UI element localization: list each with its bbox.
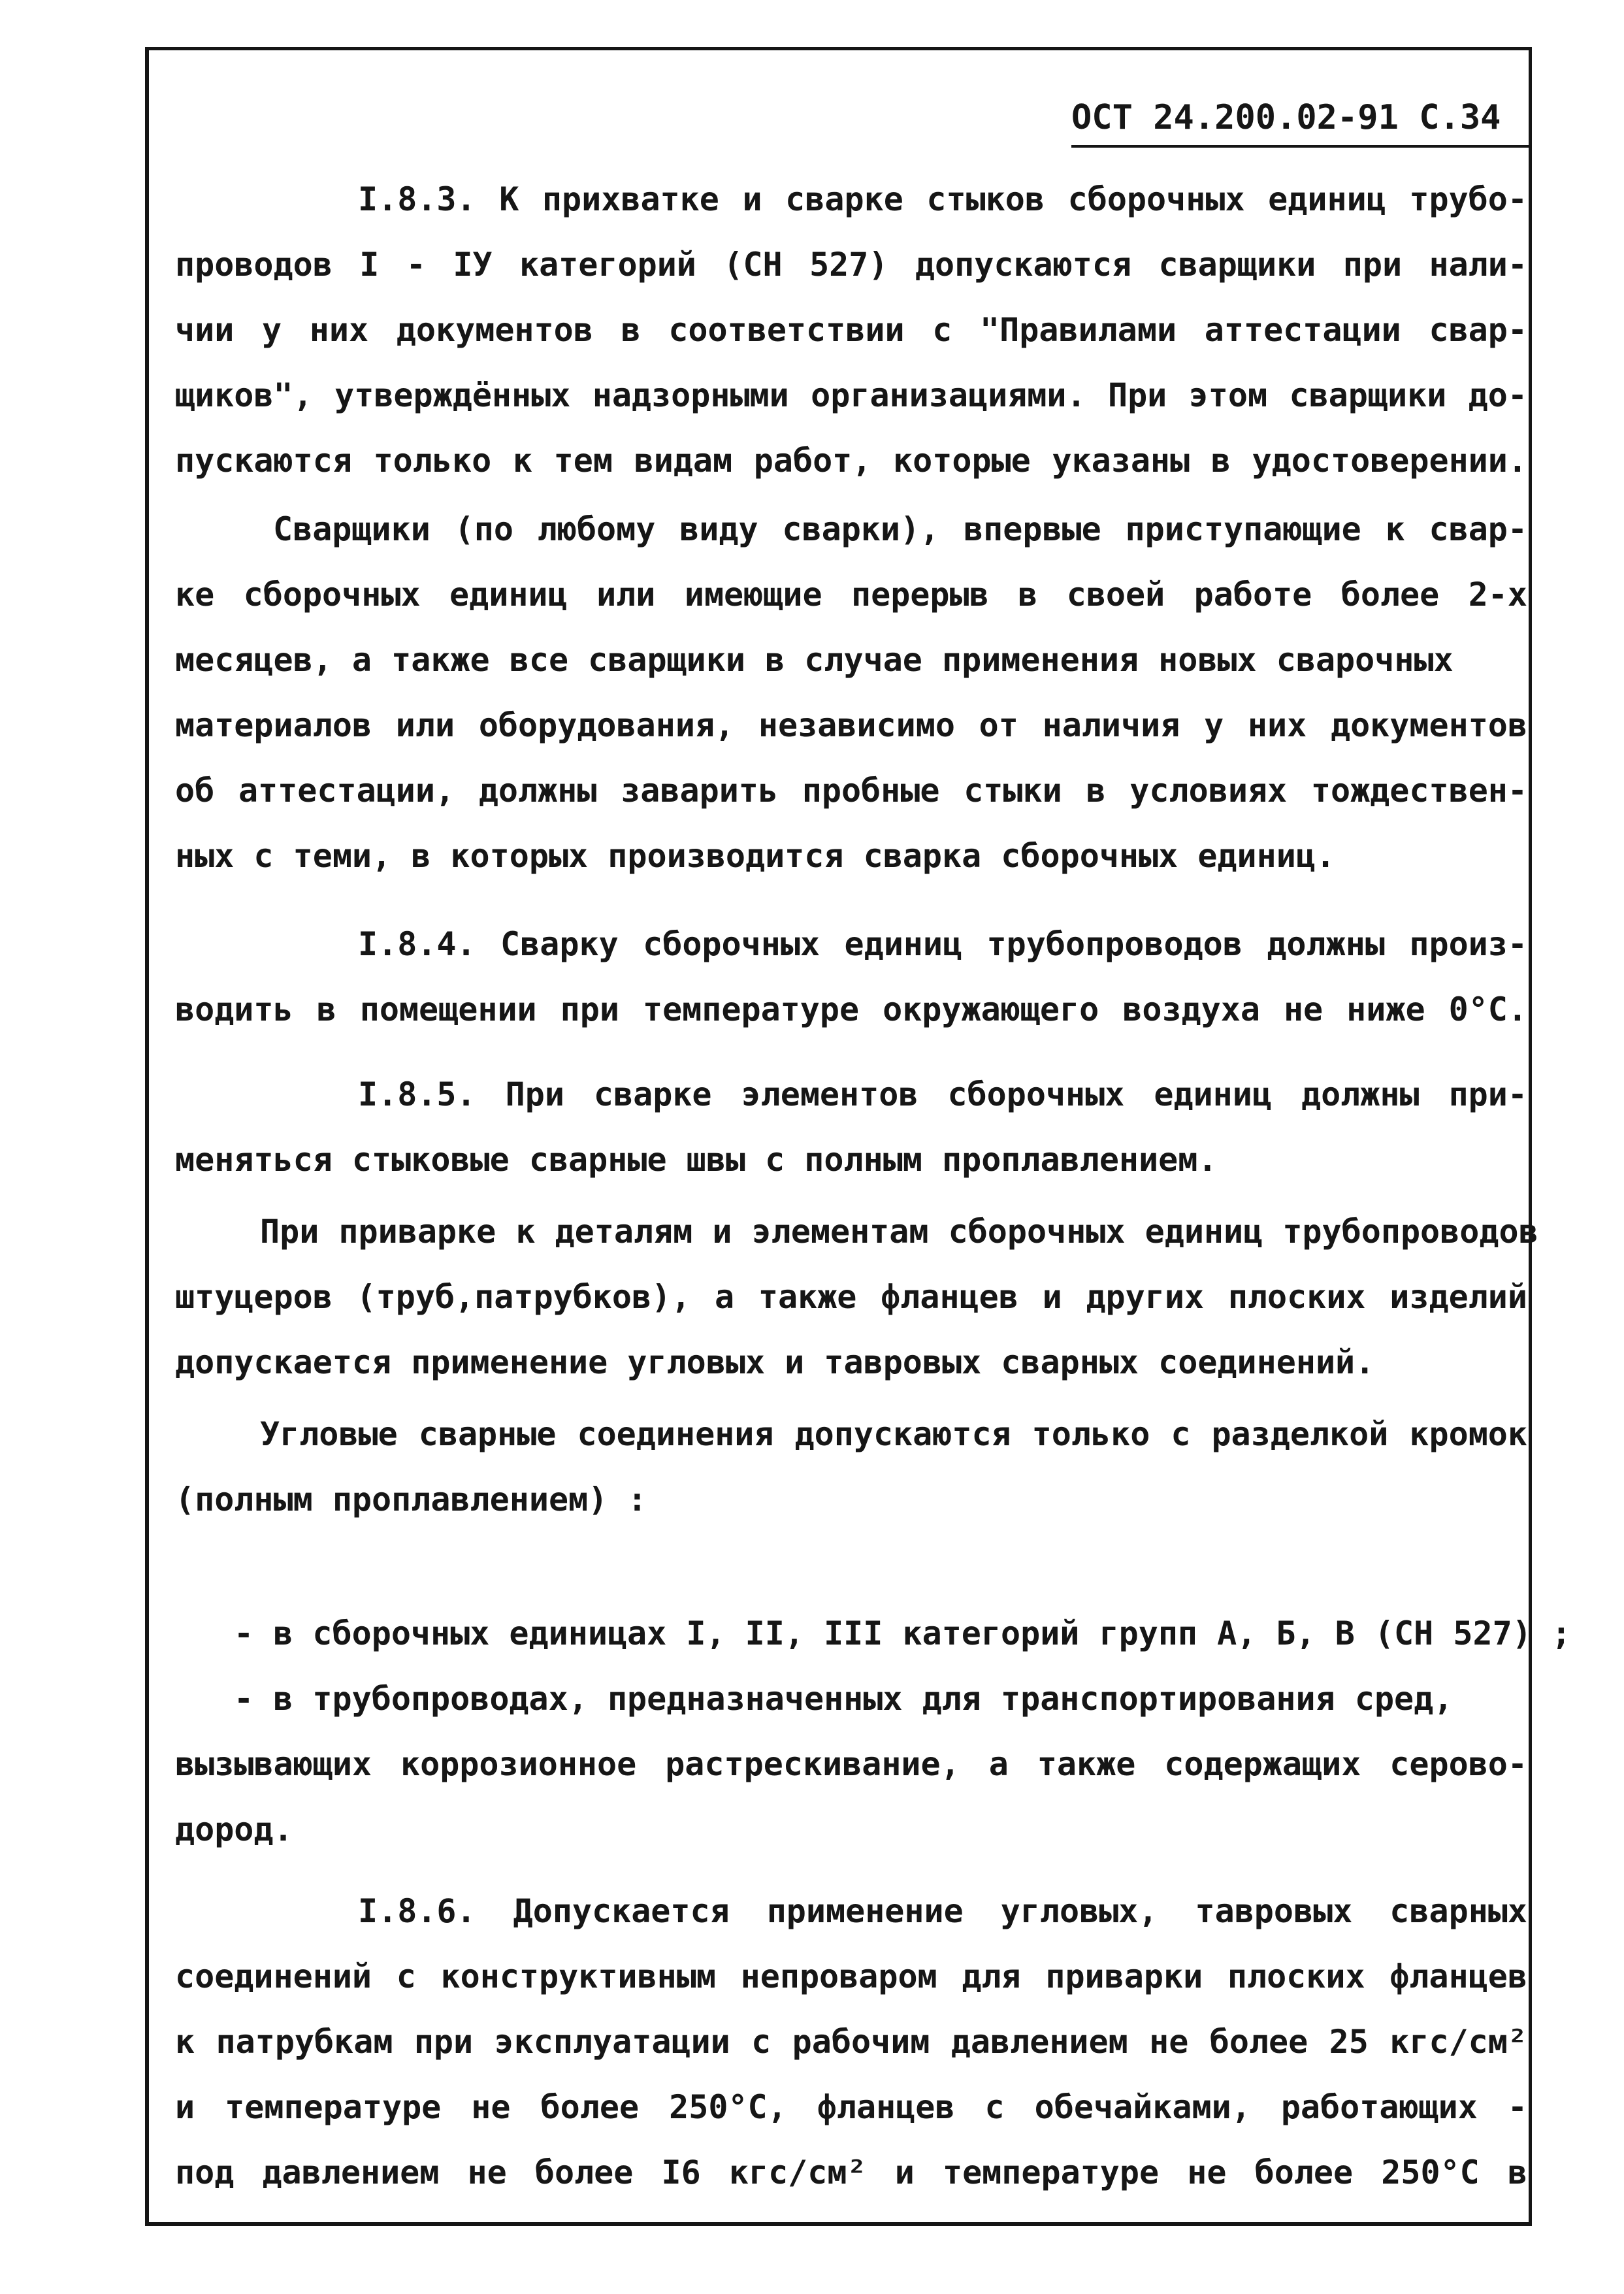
text-line: под давлением не более I6 кгс/см² и температуре не более 250°С в — [175, 2154, 1527, 2191]
text-line: Сварщики (по любому виду сварки), впервые приступающие к свар- — [273, 510, 1527, 548]
text-line: ных с теми, в которых производится сварка сборочных единиц. — [175, 837, 1336, 875]
header-underline — [1071, 145, 1529, 148]
text-line: дород. — [175, 1811, 293, 1848]
text-line: - в сборочных единицах I, II, III категорий групп А, Б, В (СН 527) ; — [234, 1614, 1571, 1652]
text-line: и температуре не более 250°С, фланцев с обечайками, работающих - — [175, 2088, 1527, 2126]
text-line: к патрубкам при эксплуатации с рабочим давлением не более 25 кгс/см² — [175, 2023, 1527, 2061]
text-line: I.8.6. Допускается применение угловых, тавровых сварных — [358, 1892, 1527, 1930]
text-line: соединений с конструктивным непроваром для приварки плоских фланцев — [175, 1958, 1527, 1995]
text-line: I.8.3. К прихватке и сварке стыков сборочных единиц трубо- — [358, 180, 1527, 218]
text-line: щиков", утверждённых надзорными организациями. При этом сварщики до- — [175, 376, 1527, 414]
text-line: (полным проплавлением) : — [175, 1481, 647, 1518]
text-line: материалов или оборудования, независимо от наличия у них документов — [175, 706, 1527, 744]
text-line: - в трубопроводах, предназначенных для транспортирования сред, — [234, 1680, 1453, 1718]
document-header: ОСТ 24.200.02-91 С.34 — [1071, 98, 1501, 137]
text-line: штуцеров (труб,патрубков), а также фланцев и других плоских изделий — [175, 1278, 1527, 1316]
text-line: I.8.4. Сварку сборочных единиц трубопроводов должны произ- — [358, 925, 1527, 963]
text-line: вызывающих коррозионное растрескивание, а также содержащих серово- — [175, 1745, 1527, 1783]
text-line: I.8.5. При сварке элементов сборочных единиц должны при- — [358, 1075, 1527, 1113]
text-line: Угловые сварные соединения допускаются только с разделкой кромок — [260, 1415, 1527, 1453]
text-line: ке сборочных единиц или имеющие перерыв в своей работе более 2-х — [175, 576, 1527, 614]
text-line: пускаются только к тем видам работ, которые указаны в удостоверении. — [175, 442, 1527, 480]
text-line: месяцев, а также все сварщики в случае применения новых сварочных — [175, 641, 1453, 679]
text-line: При приварке к деталям и элементам сборочных единиц трубопроводов — [260, 1213, 1538, 1251]
text-line: чии у них документов в соответствии с "Правилами аттестации свар- — [175, 311, 1527, 349]
text-line: меняться стыковые сварные швы с полным проплавлением. — [175, 1141, 1218, 1179]
text-line: об аттестации, должны заварить пробные стыки в условиях тождествен- — [175, 772, 1527, 810]
text-line: проводов I - IУ категорий (СН 527) допускаются сварщики при нали- — [175, 246, 1527, 284]
text-line: водить в помещении при температуре окружающего воздуха не ниже 0°С. — [175, 991, 1527, 1028]
text-line: допускается применение угловых и тавровых сварных соединений. — [175, 1343, 1375, 1381]
